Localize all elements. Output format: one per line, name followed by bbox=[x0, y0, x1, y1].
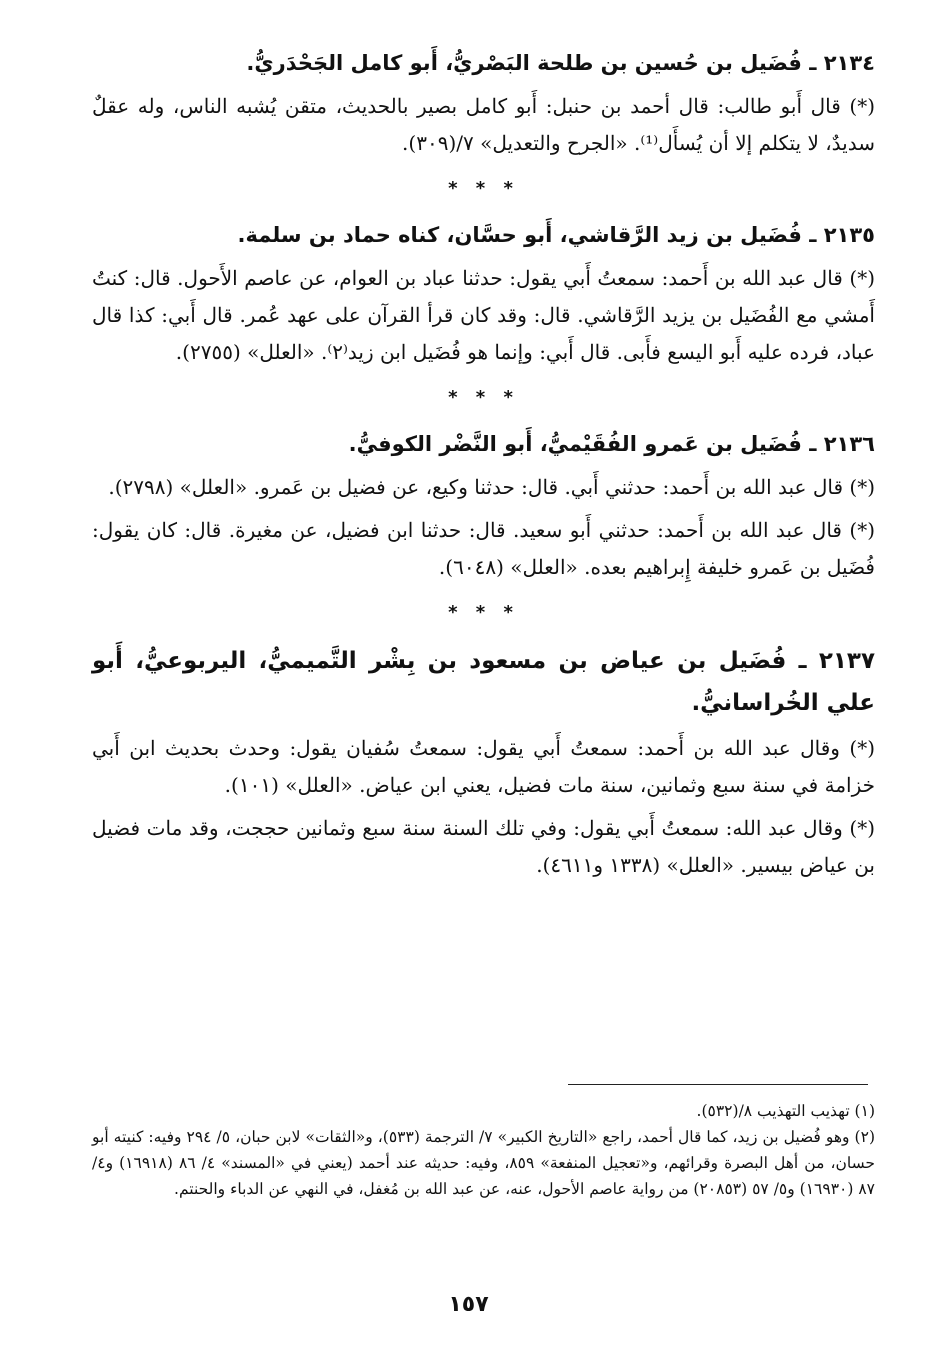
asterism-separator: * * * bbox=[448, 602, 519, 623]
entry-paragraph: (*) قال عبد الله بن أَحمد: سمعتُ أَبي يقول: حدثنا عباد بن العوام، عن عاصم الأَحول. قال: كنتُ أَمشي مع الفُضَيل بن يزيد الرَّقاشي. قال: وقد كان قرأ القرآن على عهد عُمر. قال أَبي: كذا قال عباد، فرده عليه أَبو اليسع فأَبى. قال أَبي: وإنما هو فُضَيل ابن زيد⁽٢⁾. «العلل» (٢٧٥٥). bbox=[92, 266, 875, 364]
entry-paragraph: (*) قال أَبو طالب: قال أحمد بن حنبل: أَبو كامل بصير بالحديث، متقن يُشبه الناس، وله عقلٌ سديدٌ، لا يتكلم إلا أن يُسأَل⁽¹⁾. «الجرح والتعديل» ٧/(٣٠٩). bbox=[92, 94, 875, 155]
entry-title: ٢١٣٦ ـ فُضَيل بن عَمرو الفُقَيْميُّ، أَبو النَّضْر الكوفيُّ. bbox=[348, 432, 875, 456]
page-number: ١٥٧ bbox=[448, 1292, 489, 1317]
footnote-divider bbox=[568, 1084, 868, 1085]
entry-paragraph: (*) قال عبد الله بن أَحمد: حدثني أَبو سعيد. قال: حدثنا ابن فضيل، عن مغيرة. قال: كان يقول: فُضَيل بن عَمرو خليفة إِبراهيم بعده. «العلل» (٦٠٤٨). bbox=[92, 518, 875, 579]
entry-2136 bbox=[92, 425, 875, 586]
asterism-separator: * * * bbox=[448, 178, 519, 199]
entry-paragraph: (*) وقال عبد الله بن أَحمد: سمعتُ أَبي يقول: سمعتُ سُفيان يقول: وحدث بحديث ابن أَبي خزامة في سنة سبع وثمانين، سنة مات فضيل، يعني ابن عياض. «العلل» (١٠١). bbox=[92, 736, 875, 797]
entry-2137 bbox=[92, 640, 875, 884]
entry-title: ٢١٣٥ ـ فُضَيل بن زيد الرَّقاشي، أَبو حسَّان، كناه حماد بن سلمة. bbox=[237, 223, 875, 247]
entry-paragraph: (*) وقال عبد الله: سمعتُ أَبي يقول: وفي تلك السنة سنة سبع وثمانين حججت، وقد مات فضيل بن عياض بيسير. «العلل» (١٣٣٨ و٤٦١١). bbox=[92, 816, 875, 877]
entry-paragraph: (*) قال عبد الله بن أَحمد: حدثني أَبي. قال: حدثنا وكيع، عن فضيل بن عَمرو. «العلل» (٢٧٩٨). bbox=[108, 475, 875, 499]
footnote-2: (٢) وهو فُضيل بن زيد، كما قال أحمد، راجع «التاريخ الكبير» ٧/ الترجمة (٥٣٣)، و«الثقات» لابن حبان، ٥/ ٢٩٤ وفيه: كنيته أبو حسان، من أهل البصرة وقرائهم، و«تعجيل المنفعة» ٨٥٩، وفيه: حديثه عند أحمد (يعني في «المسند» ٤/ ٨٦ (١٦٩١٨) و٤/ ٨٧ (١٦٩٣٠) و٥/ ٥٧ (٢٠٨٥٣) من رواية عاصم الأحول، عنه، عن عبد الله بن مُغفل، في النهي عن الدباء والحنتم. bbox=[92, 1128, 875, 1198]
entry-title: ٢١٣٧ ـ فُضَيل بن عياض بن مسعود بن بِشْر التَّميميُّ، اليربوعيُّ، أَبو علي الخُراسانيُّ. bbox=[92, 648, 875, 716]
entry-title: ٢١٣٤ ـ فُضَيل بن حُسين بن طلحة البَصْريُّ، أَبو كامل الجَحْدَريُّ. bbox=[246, 51, 875, 75]
page-body bbox=[92, 44, 875, 884]
footnote-1: (١) تهذيب التهذيب ٨/(٥٣٢). bbox=[696, 1102, 875, 1120]
entry-2135 bbox=[92, 216, 875, 371]
footnotes bbox=[92, 1098, 875, 1202]
asterism-separator: * * * bbox=[448, 387, 519, 408]
entry-2134 bbox=[92, 44, 875, 162]
